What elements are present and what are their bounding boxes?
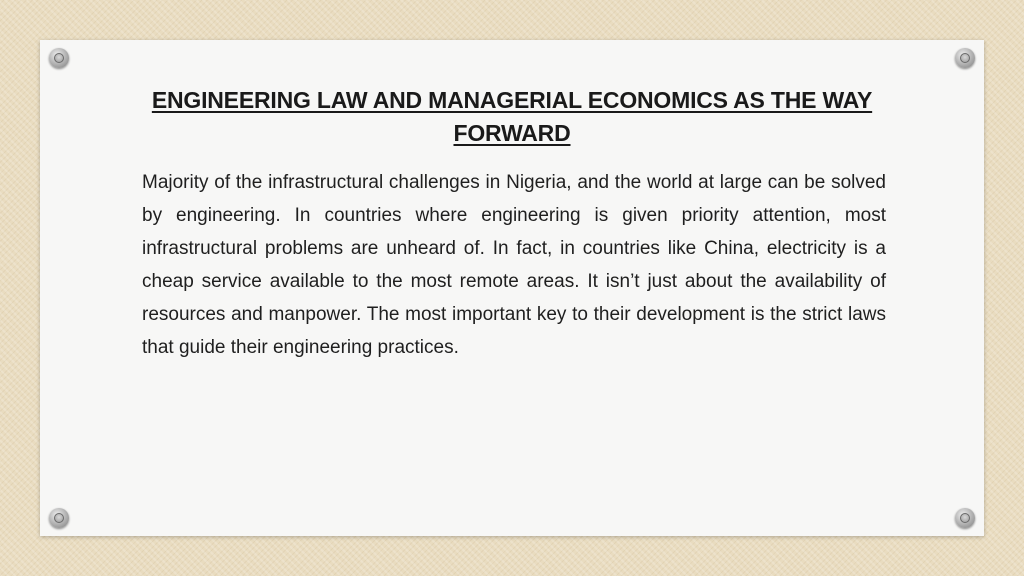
screw-icon [955, 48, 975, 68]
screw-icon [49, 508, 69, 528]
slide-body-text: Majority of the infrastructural challenges in Nigeria, and the world at large can be solved by engineering. In countries where engineering is given priority attention, most infrastructural problems are unheard of. In fact, in countries like China, electricity is a cheap service available to the most remote areas. It isn’t just about the availability of resources and manpower. The most important key to their development is the strict laws that guide their engineering practices. [142, 172, 886, 358]
slide-panel [40, 40, 984, 536]
screw-icon [955, 508, 975, 528]
screw-icon [49, 48, 69, 68]
slide-title: ENGINEERING LAW AND MANAGERIAL ECONOMICS AS THE WAY FORWARD [151, 87, 873, 146]
